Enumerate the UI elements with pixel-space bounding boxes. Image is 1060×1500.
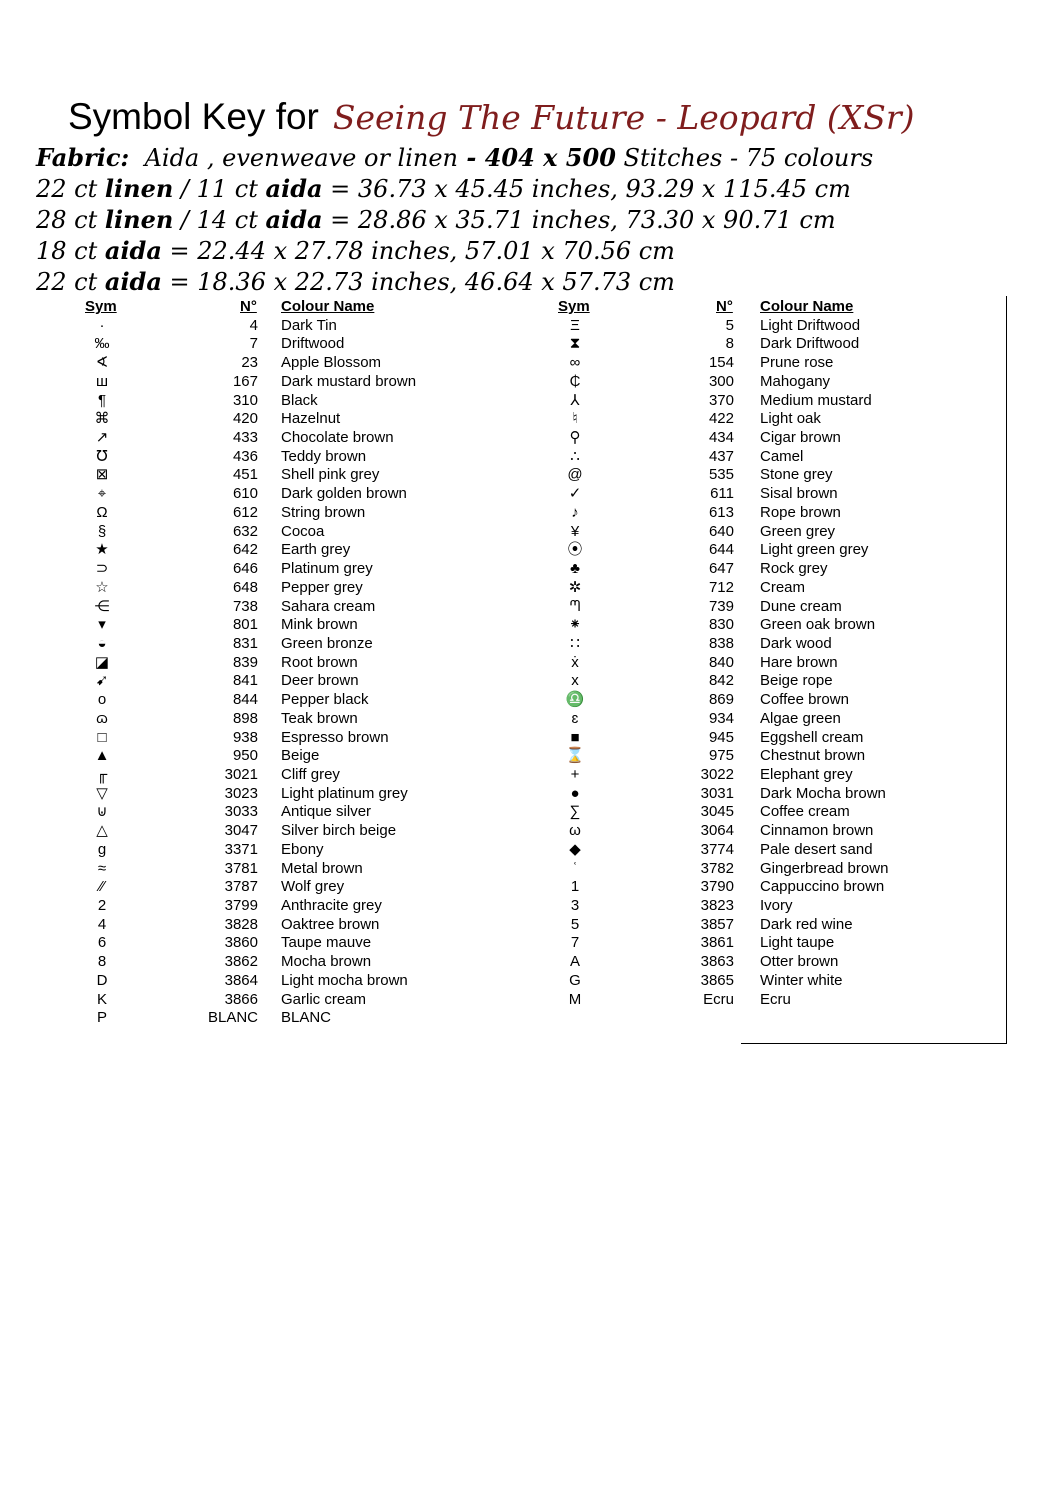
colour-name-cell: Deer brown [281,672,359,690]
colour-name-cell: Metal brown [281,859,363,877]
colour-name-cell: Green bronze [281,634,373,652]
number-cell: 975 [708,747,734,765]
colour-name-cell: Wolf grey [281,878,345,896]
fabric-label: Fabric: [36,143,130,172]
border-right [1006,296,1007,1044]
colour-name-cell: Mahogany [760,372,831,390]
number-cell: 644 [708,541,734,559]
number-cell: Ecru [703,990,734,1008]
colour-name-cell: Algae green [760,709,841,727]
size-dimensions: = 28.86 x 35.71 inches, 73.30 x 90.71 cm [322,206,836,234]
symbol-cell: 7 [570,934,580,952]
symbol-cell: ∑ [569,803,581,821]
symbol-cell: ⊍ [96,803,108,821]
size-count: 18 ct [36,237,105,265]
size-count: / 14 ct [173,206,266,234]
colour-name-cell: Light Driftwood [760,316,861,334]
colour-name-cell: Black [281,391,318,409]
colour-name-cell: Ebony [281,840,324,858]
colour-name-cell: Eggshell cream [760,728,864,746]
number-cell: 4 [249,316,258,334]
number-cell: 898 [232,709,258,727]
number-cell: 3828 [224,915,258,933]
pattern-name: Seeing The Future - Leopard (XSr) [332,98,915,137]
symbol-cell: x [571,672,579,690]
number-cell: 3865 [700,971,734,989]
colour-name-cell: Ivory [760,897,793,914]
number-cell: 3021 [224,765,258,783]
size-line-3 [36,236,675,265]
colour-name-cell: Light green grey [760,541,869,559]
colour-name-cell: Elephant grey [760,765,853,783]
symbol-cell: o [97,691,107,709]
number-header: N° [240,298,257,315]
symbol-cell: ▾ [98,616,106,634]
symbol-cell: ш [95,372,109,390]
size-line-2 [36,205,836,234]
size-count: 22 ct [36,175,105,203]
size-count: 28 ct [36,206,105,234]
colour-name-cell: Mocha brown [281,953,372,971]
sym-header: Sym [85,298,117,315]
symbol-cell: ɷ [96,709,108,727]
colour-name-cell: Coffee cream [760,803,850,821]
colour-name-cell: Pale desert sand [760,840,873,858]
number-cell: 422 [708,410,734,428]
size-line-4 [36,267,675,296]
colour-name-cell: Gingerbread brown [760,859,889,877]
symbol-cell: ♣ [570,560,580,578]
size-fabric: linen [104,205,174,234]
number-cell: 3371 [224,840,258,858]
number-cell: 3860 [224,934,258,952]
colour-name-cell: Pepper grey [281,578,363,596]
colour-name-cell: Shell pink grey [281,466,380,484]
colour-name-cell: BLANC [281,1009,332,1027]
colour-name-cell: Garlic cream [281,990,367,1008]
colour-name-cell: Chocolate brown [281,429,394,447]
symbol-cell: ♎ [565,691,585,709]
symbol-cell: § [97,522,107,540]
symbol-cell: D [96,971,108,989]
colour-name-cell: Driftwood [281,335,345,353]
symbol-cell: ☆ [95,578,109,596]
colour-name-cell: Ecru [760,990,791,1008]
colour-name-cell: Dark wood [760,634,832,652]
colour-name-header: Colour Name [760,298,854,315]
number-cell: 310 [232,391,258,409]
number-cell: 3862 [224,953,258,971]
number-cell: 640 [708,522,734,540]
number-cell: 642 [232,541,258,559]
number-cell: 3864 [224,971,258,989]
number-cell: 7 [249,335,258,353]
colour-name-cell: Dune cream [760,597,842,615]
symbol-cell: ∷ [570,634,580,652]
number-cell: 300 [708,372,734,390]
number-cell: 451 [232,466,258,484]
number-cell: 3861 [700,934,734,952]
symbol-cell: □ [97,728,107,746]
number-cell: 934 [708,709,734,727]
size-dimensions: = 22.44 x 27.78 inches, 57.01 x 70.56 cm [161,237,675,265]
symbol-cell: Ω [96,503,108,521]
colour-name-cell: Stone grey [760,466,833,484]
number-cell: 154 [708,354,734,372]
number-cell: 712 [708,578,734,596]
colour-name-cell: Espresso brown [281,728,389,746]
size-dimensions: = 36.73 x 45.45 inches, 93.29 x 115.45 cm [322,175,851,203]
colour-name-cell: Dark Driftwood [760,335,860,353]
number-cell: 3064 [700,822,734,840]
colour-name-cell: Rope brown [760,503,841,521]
colour-name-cell: String brown [281,503,366,521]
symbol-cell: Ξ [570,316,580,334]
colour-name-cell: Silver birch beige [281,822,397,840]
colour-name-cell: Taupe mauve [281,934,372,952]
symbol-cell: ◒ [97,634,107,652]
colour-name-cell: Mink brown [281,616,358,634]
symbol-cell: ♪ [571,503,579,521]
size-count: / 11 ct [173,175,266,203]
number-cell: 370 [708,391,734,409]
symbol-cell: ω [569,822,581,840]
symbol-cell: 8 [97,953,107,971]
colour-name-cell: Dark Mocha brown [760,784,886,802]
symbol-cell: G [569,971,581,989]
number-cell: 844 [232,691,258,709]
symbol-cell: ⋲ [94,597,110,615]
symbol-cell: ∞ [569,354,581,372]
symbol-cell: P [96,1009,107,1027]
page-title [68,96,914,138]
number-cell: 3023 [224,784,258,802]
symbol-cell: 3 [570,897,580,914]
colour-name-cell: Oaktree brown [281,915,380,933]
number-cell: 23 [241,354,258,372]
symbol-cell: ✓ [568,485,582,503]
number-cell: 3045 [700,803,734,821]
symbol-cell: + [570,765,580,783]
symbol-cell: △ [96,822,108,840]
number-cell: 167 [232,372,258,390]
size-fabric: aida [104,267,162,296]
colour-name-cell: Cream [760,578,806,596]
number-cell: 3866 [224,990,258,1008]
number-cell: 950 [232,747,258,765]
symbol-cell: ʿ [572,859,578,877]
colour-name-cell: Pepper black [281,691,369,709]
fabric-dash: - [458,143,485,172]
size-fabric: aida [104,236,162,265]
number-cell: 831 [232,634,258,652]
colour-name-cell: Dark mustard brown [281,372,417,390]
sym-header: Sym [558,298,590,315]
number-cell: 3787 [224,878,258,896]
symbol-cell: 4 [97,915,107,933]
colour-name-cell: Rock grey [760,560,828,578]
number-cell: 3863 [700,953,734,971]
symbol-cell: ⌖ [97,485,107,503]
fabric-types: Aida , evenweave or linen [144,144,459,172]
symbol-cell: ẋ [571,653,579,671]
number-cell: 869 [708,691,734,709]
symbol-cell: ∴ [570,447,580,465]
symbol-cell: ⁕ [568,616,582,634]
colour-name-cell: Light platinum grey [281,784,408,802]
number-cell: 3799 [224,897,258,914]
number-cell: 3031 [700,784,734,802]
size-fabric: linen [104,174,174,203]
colour-name-cell: Medium mustard [760,391,872,409]
symbol-cell: ⌘ [94,410,110,428]
colour-name-cell: Prune rose [760,354,834,372]
fabric-line [36,143,873,172]
symbol-cell: K [96,990,107,1008]
number-header: N° [716,298,733,315]
symbol-cell: 5 [570,915,580,933]
number-cell: 647 [708,560,734,578]
colour-name-cell: Coffee brown [760,691,849,709]
number-cell: 3774 [700,840,734,858]
colour-name-cell: Hare brown [760,653,838,671]
number-cell: 3033 [224,803,258,821]
symbol-cell: M [568,990,582,1008]
symbol-cell: ¶ [97,391,107,409]
number-cell: 646 [232,560,258,578]
colour-name-cell: Sahara cream [281,597,376,615]
number-cell: 3857 [700,915,734,933]
number-cell: 3781 [224,859,258,877]
number-cell: 3790 [700,878,734,896]
number-cell: 632 [232,522,258,540]
colour-name-cell: Light taupe [760,934,835,952]
colour-name-cell: Light mocha brown [281,971,408,989]
colour-name-cell: Cigar brown [760,429,841,447]
size-dimensions: = 18.36 x 22.73 inches, 46.64 x 57.73 cm [161,268,675,296]
colour-name-cell: Sisal brown [760,485,838,503]
symbol-cell: 1 [570,878,580,896]
colour-name-cell: Winter white [760,971,843,989]
colour-name-cell: Light oak [760,410,821,428]
colour-name-cell: Dark red wine [760,915,853,933]
symbol-cell: ₵ [569,372,581,390]
symbol-cell: ▲ [94,747,110,765]
number-cell: 648 [232,578,258,596]
border-bottom [741,1043,1007,1044]
symbol-cell: 6 [97,934,107,952]
number-cell: 945 [708,728,734,746]
symbol-cell: ⊠ [95,466,109,484]
colour-name-cell: Teddy brown [281,447,367,465]
number-cell: 838 [708,634,734,652]
colour-name-cell: Camel [760,447,804,465]
number-cell: 839 [232,653,258,671]
symbol-cell: ◆ [569,840,581,858]
symbol-cell: @ [567,466,583,484]
number-cell: 420 [232,410,258,428]
number-cell: 3782 [700,859,734,877]
colour-name-cell: Platinum grey [281,560,373,578]
number-cell: 3047 [224,822,258,840]
symbol-cell: ⦿ [567,541,583,559]
colour-name-cell: Chestnut brown [760,747,866,765]
colour-name-cell: Root brown [281,653,358,671]
size-fabric: aida [265,174,323,203]
number-cell: 436 [232,447,258,465]
colour-name-cell: Green grey [760,522,836,540]
symbol-cell: ⁄⁄ [99,878,105,896]
symbol-cell: A [569,953,580,971]
symbol-cell: · [99,316,105,334]
number-cell: 612 [232,503,258,521]
number-cell: 801 [232,616,258,634]
symbol-cell: ➹ [95,672,109,690]
stitch-rest: Stitches - 75 colours [615,144,874,172]
symbol-cell: 2 [97,897,107,914]
symbol-cell: ‰ [94,335,110,353]
symbol-cell: ≈ [97,859,107,877]
number-cell: 8 [725,335,734,353]
symbol-cell: ◪ [94,653,110,671]
symbol-cell: ¥ [570,522,580,540]
colour-name-cell: Beige rope [760,672,833,690]
symbol-cell: ⧗ [569,335,581,353]
number-cell: 437 [708,447,734,465]
symbol-cell: ✲ [568,578,582,596]
symbol-cell: ɛ [571,709,579,727]
number-cell: 842 [708,672,734,690]
number-cell: 3022 [700,765,734,783]
symbol-cell: ▽ [96,784,108,802]
number-cell: 739 [708,597,734,615]
symbol-cell: ■ [570,728,580,746]
number-cell: 840 [708,653,734,671]
number-cell: BLANC [207,1009,258,1027]
colour-name-cell: Anthracite grey [281,897,382,914]
symbol-cell: ᘉ [569,597,581,615]
colour-name-cell: Antique silver [281,803,372,821]
number-cell: 611 [710,485,734,503]
colour-name-cell: Cappuccino brown [760,878,885,896]
colour-name-cell: Apple Blossom [281,354,382,372]
number-cell: 613 [708,503,734,521]
symbol-cell: ╓ [96,765,108,783]
symbol-cell: g [97,840,107,858]
symbol-cell: ♮ [572,410,578,428]
colour-name-cell: Cliff grey [281,765,340,783]
symbol-cell: ↗ [95,429,109,447]
colour-name-cell: Beige [281,747,320,765]
symbol-cell: ⌛ [565,747,585,765]
number-cell: 535 [708,466,734,484]
number-cell: 830 [708,616,734,634]
colour-name-cell: Earth grey [281,541,351,559]
number-cell: 938 [232,728,258,746]
symbol-cell: ℧ [96,447,108,465]
symbol-cell: ⊃ [95,560,109,578]
number-cell: 434 [708,429,734,447]
colour-name-cell: Dark golden brown [281,485,407,503]
title-prefix: Symbol Key for [68,96,319,137]
stitch-size: 404 x 500 [484,143,616,172]
size-count: 22 ct [36,268,105,296]
number-cell: 738 [232,597,258,615]
colour-name-header: Colour Name [281,298,375,315]
number-cell: 433 [232,429,258,447]
symbol-cell: ∢ [95,354,109,372]
colour-name-cell: Green oak brown [760,616,876,634]
number-cell: 5 [725,316,734,334]
symbol-cell: ● [570,784,580,802]
size-line-1 [36,174,851,203]
colour-name-cell: Hazelnut [281,410,341,428]
symbol-cell: ⅄ [570,391,580,409]
number-cell: 3823 [700,897,734,914]
number-cell: 610 [232,485,258,503]
symbol-cell: ⚲ [569,429,581,447]
size-fabric: aida [265,205,323,234]
colour-name-cell: Cinnamon brown [760,822,874,840]
number-cell: 841 [232,672,258,690]
symbol-cell: ★ [95,541,109,559]
colour-name-cell: Teak brown [281,709,358,727]
colour-name-cell: Cocoa [281,522,325,540]
colour-name-cell: Dark Tin [281,316,337,334]
colour-name-cell: Otter brown [760,953,839,971]
